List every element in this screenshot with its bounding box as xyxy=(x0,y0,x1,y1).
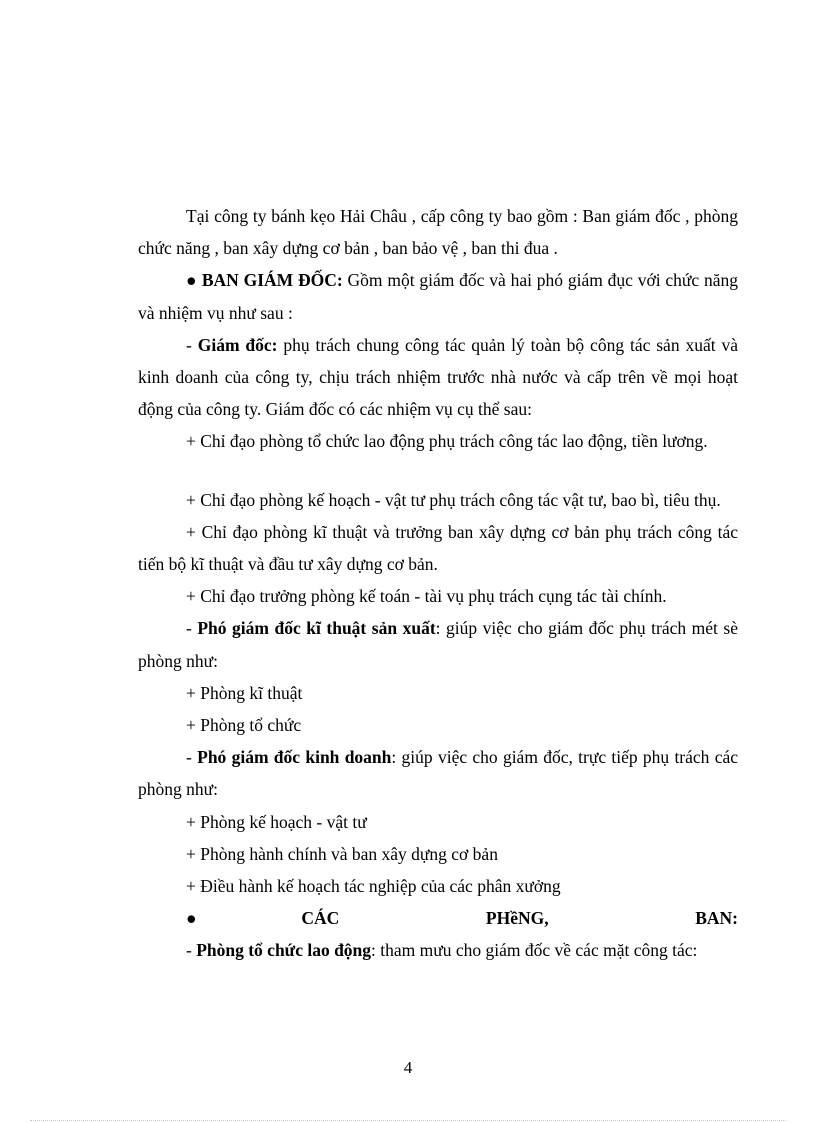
dash-marker: - xyxy=(186,618,198,639)
dash-marker: - xyxy=(186,940,197,961)
giam-doc-paragraph xyxy=(138,329,738,426)
document-body xyxy=(138,200,738,967)
cac-phong-ban-title: CÁC PHềNG, BAN: xyxy=(301,908,738,929)
gd-task-item: + Chỉ đạo phòng kế hoạch - vật tư phụ trách công tác vật tư, bao bì, tiêu thụ. xyxy=(186,489,721,510)
list-item: + Phòng kĩ thuật xyxy=(186,682,303,703)
to-chuc-lao-dong-heading: Phòng tổ chức lao động xyxy=(196,940,372,961)
gd-task-item: + Chỉ đạo phòng kĩ thuật và trưởng ban xây dựng cơ bản phụ trách công tác tiến bộ kĩ thuật và đầu tư xây dựng cơ bản. xyxy=(138,521,738,575)
page-number: 4 xyxy=(403,1058,413,1077)
list-item: + Phòng tổ chức xyxy=(186,715,302,736)
gd-task-item: + Chỉ đạo phòng tổ chức lao động phụ trách công tác lao động, tiền lương. xyxy=(186,431,708,452)
ban-giam-doc-text: Gồm một giám đốc và hai phó giám đục với chức năng và nhiệm vụ như sau : xyxy=(138,270,738,323)
bullet-icon: ● xyxy=(186,270,198,291)
dash-marker: - xyxy=(186,747,198,768)
bullet-icon: ● xyxy=(186,908,247,929)
pgd-ky-thuat-heading: Phó giám đốc kĩ thuật sản xuất xyxy=(197,618,436,639)
giam-doc-heading: Giám đốc: xyxy=(197,334,278,355)
footer-divider xyxy=(30,1120,786,1121)
pgd-kinh-doanh-text: : giúp việc cho giám đốc, trực tiếp phụ trách các phòng như: xyxy=(138,747,739,800)
intro-paragraph: Tại công ty bánh kẹo Hải Châu , cấp công ty bao gồm : Ban giám đốc , phòng chức năng , ban xây dựng cơ bản , ban bảo vệ , ban thi đua . xyxy=(138,206,738,259)
list-item: + Phòng hành chính và ban xây dựng cơ bản xyxy=(186,843,498,864)
gd-task-item: + Chỉ đạo trưởng phòng kế toán - tài vụ phụ trách cụng tác tài chính. xyxy=(186,586,667,607)
pgd-ky-thuat-text: : giúp việc cho giám đốc phụ trách mét sè phòng như: xyxy=(138,618,739,671)
list-item: + Phòng kế hoạch - vật tư xyxy=(186,811,367,832)
to-chuc-lao-dong-text: : tham mưu cho giám đốc về các mặt công tác: xyxy=(371,940,698,961)
pgd-ky-thuat-paragraph xyxy=(138,612,738,676)
pgd-kinh-doanh-heading: Phó giám đốc kinh doanh xyxy=(197,747,392,768)
pgd-kinh-doanh-paragraph xyxy=(138,741,738,805)
ban-giam-doc-paragraph xyxy=(138,264,738,328)
giam-doc-text: phụ trách chung công tác quản lý toàn bộ công tác sản xuất và kinh doanh của công ty, chịu trách nhiệm trước nhà nước và cấp trên về mọi hoạt động của công ty. Giám đốc có các nhiệm vụ cụ thể sau: xyxy=(138,334,738,420)
ban-giam-doc-heading: BAN GIÁM ĐỐC: xyxy=(201,270,343,291)
dash-marker: - xyxy=(186,334,198,355)
cac-phong-ban-heading xyxy=(138,902,738,934)
to-chuc-lao-dong-paragraph xyxy=(138,934,738,966)
list-item: + Điều hành kế hoạch tác nghiệp của các phân xưởng xyxy=(186,876,561,897)
